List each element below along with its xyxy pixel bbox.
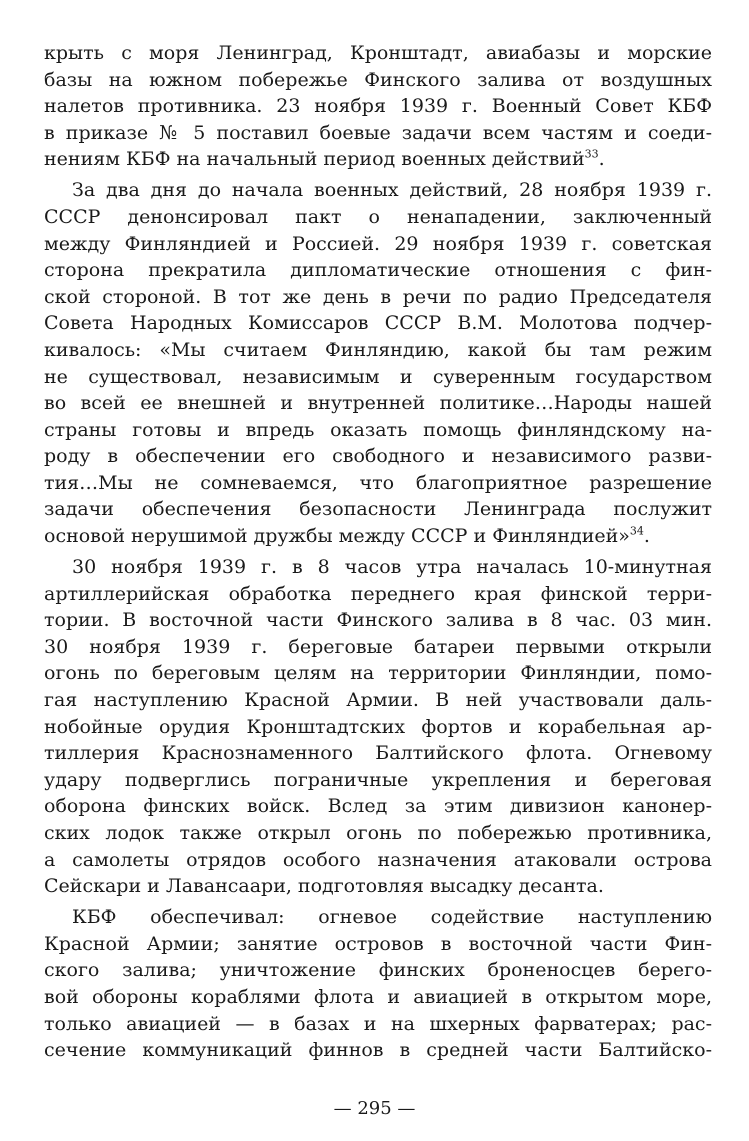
footnote-marker: 34 — [629, 524, 644, 538]
paragraph — [44, 904, 712, 1064]
text-line: между Финляндией и Россией. 29 ноября 1939 г. советская — [44, 232, 712, 255]
text-line: За два дня до начала военных действий, 28 ноября 1939 г. — [72, 179, 712, 202]
footnote-marker: 33 — [584, 148, 599, 162]
trailing-punctuation: . — [643, 525, 650, 548]
text-line: во всей ее внешней и внутренней политике…Народы нашей — [44, 392, 712, 415]
paragraph — [44, 177, 712, 549]
text-line: тории. В восточной части Финского залива в 8 час. 03 мин. — [44, 609, 712, 632]
text-line: Красной Армии; занятие островов в восточной части Фин- — [44, 932, 712, 955]
text-line: основой нерушимой дружбы между СССР и Финляндией»$^{34}$. — [44, 524, 650, 548]
text-line: сторона прекратила дипломатические отношения с фин- — [44, 259, 712, 282]
text-line: КБФ обеспечивал: огневое содействие наступлению — [72, 906, 712, 929]
text-line: тия…Мы не сомневаемся, что благоприятное разрешение — [44, 471, 712, 494]
text-line: не существовал, независимым и суверенным государством — [44, 365, 712, 388]
text-line: сечение коммуникаций финнов в средней части Балтийско- — [44, 1039, 712, 1062]
text-line: артиллерийская обработка переднего края финской терри- — [44, 582, 712, 605]
text-line: нобойные орудия Кронштадтских фортов и корабельная ар- — [44, 715, 712, 738]
text-line: базы на южном побережье Финского залива от воздушных — [44, 68, 712, 91]
text-line: нениям КБФ на начальный период военных действий$^{33}$. — [44, 148, 605, 171]
text-line: Сейскари и Лавансаари, подготовляя высадку десанта. — [44, 875, 604, 898]
body-text — [44, 40, 712, 1068]
text-line: кивалось: «Мы считаем Финляндию, какой бы там режим — [44, 338, 712, 361]
text-line: ского залива; уничтожение финских броненосцев берего- — [44, 959, 712, 982]
text-line: огонь по береговым целям на территории Финляндии, помо- — [44, 662, 712, 685]
text-line: Совета Народных Комиссаров СССР В.М. Молотова подчер- — [44, 312, 712, 335]
text-line: ской стороной. В тот же день в речи по радио Председателя — [44, 285, 712, 308]
text-line: 30 ноября 1939 г. в 8 часов утра началась 10-минутная — [72, 556, 712, 579]
text-line: только авиацией — в базах и на шхерных фарватерах; рас- — [44, 1012, 712, 1035]
text-line: оборона финских войск. Вслед за этим дивизион канонер- — [44, 795, 712, 818]
paragraph — [44, 40, 712, 173]
text-line: роду в обеспечении его свободного и независимого разви- — [44, 445, 712, 468]
text-line: в приказе № 5 поставил боевые задачи всем частям и соеди- — [44, 121, 712, 144]
text-line: 30 ноября 1939 г. береговые батареи первыми открыли — [44, 635, 712, 658]
text-line: СССР денонсировал пакт о ненападении, заключенный — [44, 205, 712, 228]
text-line: налетов противника. 23 ноября 1939 г. Военный Совет КБФ — [44, 95, 712, 118]
text-line: страны готовы и впредь оказать помощь финляндскому на- — [44, 418, 712, 441]
trailing-punctuation: . — [598, 148, 605, 171]
text-line: удару подверглись пограничные укрепления и береговая — [44, 768, 712, 791]
text-line: крыть с моря Ленинград, Кронштадт, авиабазы и морские — [44, 42, 712, 64]
text-line: тиллерия Краснознаменного Балтийского флота. Огневому — [44, 742, 712, 765]
text-line: а самолеты отрядов особого назначения атаковали острова — [44, 848, 712, 871]
text-line: задачи обеспечения безопасности Ленинграда послужит — [44, 498, 712, 521]
text-line: вой обороны кораблями флота и авиацией в открытом море, — [44, 985, 712, 1008]
text-line: гая наступлению Красной Армии. В ней участвовали даль- — [44, 689, 712, 712]
paragraph — [44, 554, 712, 900]
page-number: — 295 — — [333, 1098, 416, 1119]
text-line: ских лодок также открыл огонь по побережью противника, — [44, 822, 712, 844]
